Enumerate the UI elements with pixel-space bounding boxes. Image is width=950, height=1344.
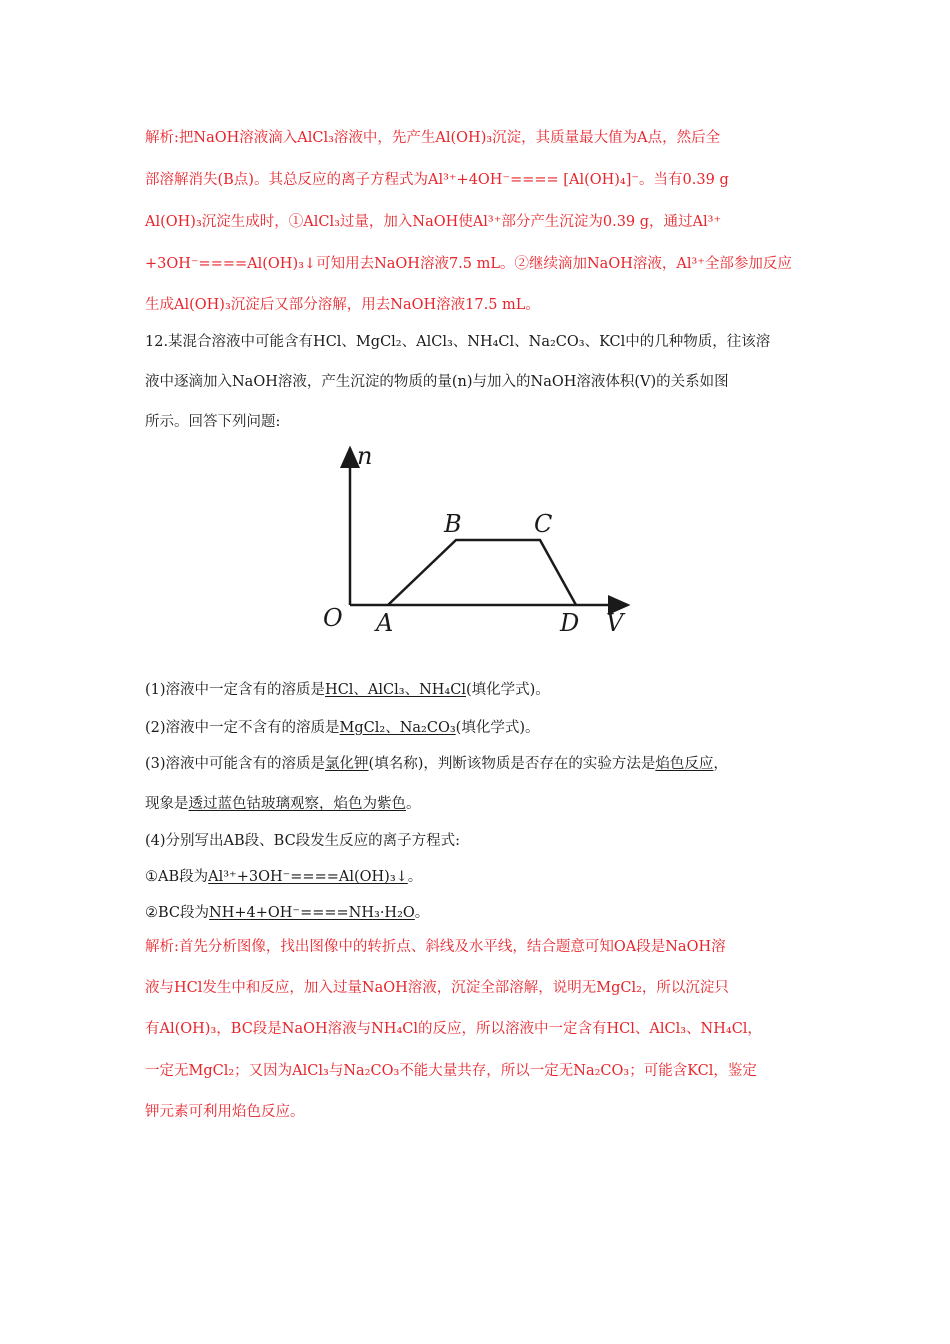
point-a-label: A bbox=[376, 609, 394, 637]
answer-3b-end: 。 bbox=[406, 796, 421, 812]
origin-label: O bbox=[323, 604, 343, 632]
answer-4: (4)分别写出AB段、BC段发生反应的离子方程式: bbox=[145, 833, 461, 849]
answer-3-fill-2: 焰色反应 bbox=[655, 756, 714, 772]
answer-2 bbox=[145, 716, 540, 737]
answer-4b-fill: NH+4+OH⁻====NH₃·H₂O bbox=[209, 905, 415, 921]
question-line2: 液中逐滴加入NaOH溶液，产生沉淀的物质的量(n)与加入的NaOH溶液体积(V)的关系如图 bbox=[145, 374, 729, 390]
answer-4a-end: 。 bbox=[407, 869, 423, 885]
answer-4b bbox=[145, 901, 429, 922]
answer-3 bbox=[145, 752, 728, 773]
n-v-graph bbox=[310, 440, 640, 640]
y-axis-label: n bbox=[357, 442, 373, 470]
answer-4a-prompt: ①AB段为 bbox=[145, 869, 209, 885]
answer-3b-prompt: 现象是 bbox=[145, 796, 189, 812]
answer-3-mid: (填名称)，判断该物质是否存在的实验方法是 bbox=[368, 756, 656, 772]
x-axis-label: V bbox=[606, 609, 624, 637]
point-d-label: D bbox=[560, 609, 580, 637]
answer-4b-end: 。 bbox=[414, 905, 430, 921]
analysis2-line1: 解析:首先分析图像，找出图像中的转折点、斜线及水平线，结合题意可知OA段是NaOH溶 bbox=[145, 939, 726, 955]
answer-2-prompt: (2)溶液中一定不含有的溶质是 bbox=[145, 720, 340, 736]
question-line3: 所示。回答下列问题: bbox=[145, 414, 281, 430]
analysis1-line2: 部溶解消失(B点)。其总反应的离子方程式为Al³⁺+4OH⁻==== [Al(OH)₄]⁻。当有0.39 g bbox=[145, 172, 729, 188]
answer-4a bbox=[145, 865, 422, 886]
answer-3b bbox=[145, 792, 421, 813]
answer-3b-fill: 透过蓝色钴玻璃观察，焰色为紫色 bbox=[188, 796, 406, 812]
answer-1-note: (填化学式)。 bbox=[465, 682, 550, 698]
point-b-label: B bbox=[444, 510, 462, 538]
point-c-label: C bbox=[534, 510, 553, 538]
analysis2-line3: 有Al(OH)₃，BC段是NaOH溶液与NH₄Cl的反应，所以溶液中一定含有HCl、AlCl₃、NH₄Cl， bbox=[145, 1021, 762, 1037]
answer-3-end: ， bbox=[713, 756, 728, 772]
analysis1-line1: 解析:把NaOH溶液滴入AlCl₃溶液中，先产生Al(OH)₃沉淀，其质量最大值为A点，然后全 bbox=[145, 130, 721, 146]
analysis2-line2: 液与HCl发生中和反应，加入过量NaOH溶液，沉淀全部溶解，说明无MgCl₂，所以沉淀只 bbox=[145, 980, 729, 996]
analysis1-line4: +3OH⁻====Al(OH)₃↓可知用去NaOH溶液7.5 mL。②继续滴加NaOH溶液，Al³⁺全部参加反应 bbox=[145, 256, 792, 272]
answer-1-fill: HCl、AlCl₃、NH₄Cl bbox=[325, 682, 466, 698]
answer-4b-prompt: ②BC段为 bbox=[145, 905, 210, 921]
answer-2-note: (填化学式)。 bbox=[455, 720, 540, 736]
answer-3-prompt: (3)溶液中可能含有的溶质是 bbox=[145, 756, 326, 772]
question-line1: 12.某混合溶液中可能含有HCl、MgCl₂、AlCl₃、NH₄Cl、Na₂CO₃、KCl中的几种物质，往该溶 bbox=[145, 334, 771, 350]
analysis1-line3: Al(OH)₃沉淀生成时，①AlCl₃过量，加入NaOH使Al³⁺部分产生沉淀为0.39 g，通过Al³⁺ bbox=[145, 214, 722, 230]
analysis2-line4: 一定无MgCl₂；又因为AlCl₃与Na₂CO₃不能大量共存，所以一定无Na₂CO₃；可能含KCl，鉴定 bbox=[145, 1063, 757, 1079]
answer-4a-fill: Al³⁺+3OH⁻====Al(OH)₃↓ bbox=[208, 869, 408, 885]
analysis2-line5: 钾元素可利用焰色反应。 bbox=[145, 1104, 305, 1120]
analysis1-line5: 生成Al(OH)₃沉淀后又部分溶解，用去NaOH溶液17.5 mL。 bbox=[145, 297, 540, 313]
answer-2-fill: MgCl₂、Na₂CO₃ bbox=[339, 720, 456, 736]
answer-1 bbox=[145, 678, 550, 699]
answer-3-fill-1: 氯化钾 bbox=[325, 756, 369, 772]
curve-abcd bbox=[388, 540, 576, 605]
answer-1-prompt: (1)溶液中一定含有的溶质是 bbox=[145, 682, 326, 698]
